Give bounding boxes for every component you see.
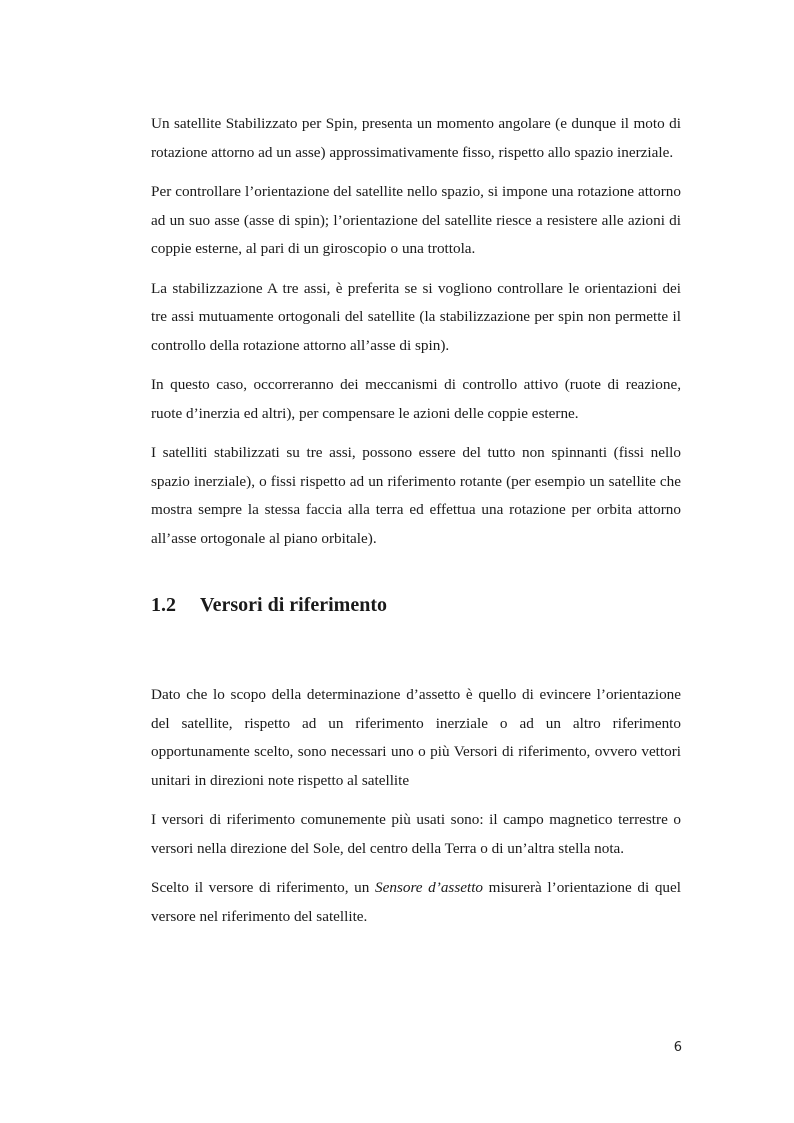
section-spacer — [151, 619, 681, 681]
text-run: misurerà l’orientazione di quel versore nel riferimento del satellite. — [151, 879, 681, 925]
emphasis-sensor: Sensore d’assetto — [375, 879, 484, 896]
paragraph-spin-stabilized: Un satellite Stabilizzato per Spin, presenta un momento angolare (e dunque il moto di rotazione attorno ad un asse) approssimativamente fisso, rispetto allo spazio inerziale. — [151, 115, 681, 161]
paragraph-three-axis-satellites: I satelliti stabilizzati su tre assi, possono essere del tutto non spinnanti (fissi nello spazio inerziale), o fissi rispetto ad un riferimento rotante (per esempio un satellite che mostra sempre la stessa faccia alla terra ed effettua una rotazione per orbita attorno all’asse ortogonale al piano orbitale). — [151, 444, 681, 547]
text-run: Scelto il versore di riferimento, un — [151, 879, 376, 896]
paragraph-spin-control: Per controllare l’orientazione del satellite nello spazio, si impone una rotazione attorno ad un suo asse (asse di spin); l’orientazione del satellite riesce a resistere alle azioni di coppie esterne, al pari di un giroscopio o una trottola. — [151, 183, 681, 257]
paragraph-common-vectors: I versori di riferimento comunemente più usati sono: il campo magnetico terrestre o versori nella direzione del Sole, del centro della Terra o di un’altra stella nota. — [151, 811, 681, 857]
section-title: Versori di riferimento — [200, 594, 387, 616]
section-number: 1.2 — [151, 594, 176, 616]
page-content — [151, 110, 681, 942]
paragraph-active-control: In questo caso, occorreranno dei meccanismi di controllo attivo (ruote di reazione, ruote d’inerzia ed altri), per compensare le azioni delle coppie esterne. — [151, 376, 681, 422]
section-heading — [151, 591, 681, 619]
page-number: 6 — [673, 1040, 682, 1055]
paragraph-attitude-determination: Dato che lo scopo della determinazione d’assetto è quello di evincere l’orientazione del satellite, rispetto ad un riferimento inerziale o ad un altro riferimento opportunamente scelto, sono necessari uno o più Versori di riferimento, ovvero vettori unitari in direzioni note rispetto al satellite — [151, 686, 681, 789]
paragraph-attitude-sensor — [151, 874, 681, 931]
paragraph-three-axis: La stabilizzazione A tre assi, è preferita se si vogliono controllare le orientazioni dei tre assi mutuamente ortogonali del satellite (la stabilizzazione per spin non permette il controllo della rotazione attorno all’asse di spin). — [151, 279, 681, 354]
